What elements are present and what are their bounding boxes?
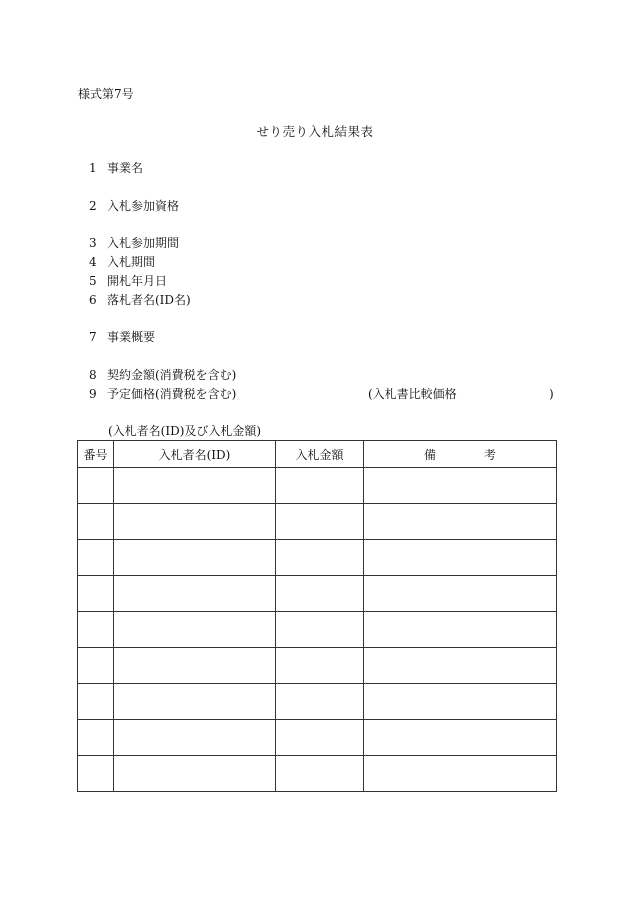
- cell-bid-amount[interactable]: [276, 540, 364, 576]
- table-row: [78, 720, 557, 756]
- table-row: [78, 468, 557, 504]
- item-number: 5: [89, 274, 97, 288]
- item-participation-period: [89, 235, 179, 251]
- cell-remarks[interactable]: [364, 504, 557, 540]
- item-project-overview: [89, 329, 155, 345]
- cell-remarks[interactable]: [364, 576, 557, 612]
- header-bid-amount: 入札金額: [276, 441, 364, 468]
- cell-bid-amount[interactable]: [276, 756, 364, 792]
- item-label: 予定価格(消費税を含む): [107, 387, 237, 401]
- bid-results-table: [77, 440, 557, 792]
- cell-bidder-name[interactable]: [114, 684, 276, 720]
- table-row: [78, 648, 557, 684]
- item-contract-amount: [89, 367, 236, 383]
- cell-bid-amount[interactable]: [276, 648, 364, 684]
- item-number: 8: [89, 368, 97, 382]
- cell-number[interactable]: [78, 468, 114, 504]
- document-title: せり売り入札結果表: [256, 124, 374, 139]
- cell-number[interactable]: [78, 576, 114, 612]
- cell-number[interactable]: [78, 684, 114, 720]
- item-number: 3: [89, 236, 97, 250]
- cell-bid-amount[interactable]: [276, 720, 364, 756]
- cell-remarks[interactable]: [364, 648, 557, 684]
- item-label: 契約金額(消費税を含む): [107, 368, 237, 382]
- cell-number[interactable]: [78, 540, 114, 576]
- table-header-row: [78, 441, 557, 468]
- item-eligibility: [89, 198, 179, 214]
- item-number: 9: [89, 387, 97, 401]
- item-number: 2: [89, 199, 97, 213]
- header-bidder-name: 入札者名(ID): [114, 441, 276, 468]
- cell-remarks[interactable]: [364, 684, 557, 720]
- form-number: 様式第7号: [78, 87, 134, 101]
- item-label: 事業名: [107, 161, 144, 175]
- comparison-price-close: ): [549, 387, 554, 401]
- table-caption: (入札者名(ID)及び入札金額): [108, 424, 262, 438]
- cell-bidder-name[interactable]: [114, 540, 276, 576]
- cell-remarks[interactable]: [364, 540, 557, 576]
- cell-bid-amount[interactable]: [276, 684, 364, 720]
- cell-remarks[interactable]: [364, 756, 557, 792]
- cell-remarks[interactable]: [364, 720, 557, 756]
- item-opening-date: [89, 273, 167, 289]
- cell-bidder-name[interactable]: [114, 612, 276, 648]
- item-label: 入札参加資格: [107, 199, 180, 213]
- table-row: [78, 684, 557, 720]
- cell-number[interactable]: [78, 612, 114, 648]
- cell-number[interactable]: [78, 720, 114, 756]
- cell-bidder-name[interactable]: [114, 468, 276, 504]
- item-number: 4: [89, 255, 97, 269]
- item-number: 7: [89, 330, 97, 344]
- cell-number[interactable]: [78, 648, 114, 684]
- item-number: 6: [89, 293, 97, 307]
- cell-bidder-name[interactable]: [114, 504, 276, 540]
- cell-bidder-name[interactable]: [114, 648, 276, 684]
- table-row: [78, 576, 557, 612]
- item-label: 入札参加期間: [107, 236, 180, 250]
- item-label: 入札期間: [107, 255, 156, 269]
- cell-bid-amount[interactable]: [276, 612, 364, 648]
- table-row: [78, 612, 557, 648]
- item-label: 開札年月日: [107, 274, 168, 288]
- cell-number[interactable]: [78, 756, 114, 792]
- cell-bid-amount[interactable]: [276, 576, 364, 612]
- cell-bidder-name[interactable]: [114, 720, 276, 756]
- cell-bid-amount[interactable]: [276, 504, 364, 540]
- table-row: [78, 540, 557, 576]
- cell-bid-amount[interactable]: [276, 468, 364, 504]
- item-label: 事業概要: [107, 330, 156, 344]
- table-row: [78, 504, 557, 540]
- item-project-name: [89, 160, 143, 176]
- item-winning-bidder: [89, 292, 191, 308]
- item-bidding-period: [89, 254, 155, 270]
- table-row: [78, 756, 557, 792]
- cell-bidder-name[interactable]: [114, 756, 276, 792]
- cell-remarks[interactable]: [364, 612, 557, 648]
- header-number: 番号: [78, 441, 114, 468]
- item-label: 落札者名(ID名): [107, 293, 191, 307]
- cell-remarks[interactable]: [364, 468, 557, 504]
- comparison-price-label: (入札書比較価格: [368, 387, 457, 401]
- cell-number[interactable]: [78, 504, 114, 540]
- item-number: 1: [89, 161, 97, 175]
- item-planned-price: [89, 386, 236, 402]
- cell-bidder-name[interactable]: [114, 576, 276, 612]
- header-remarks: 備 考: [364, 441, 557, 468]
